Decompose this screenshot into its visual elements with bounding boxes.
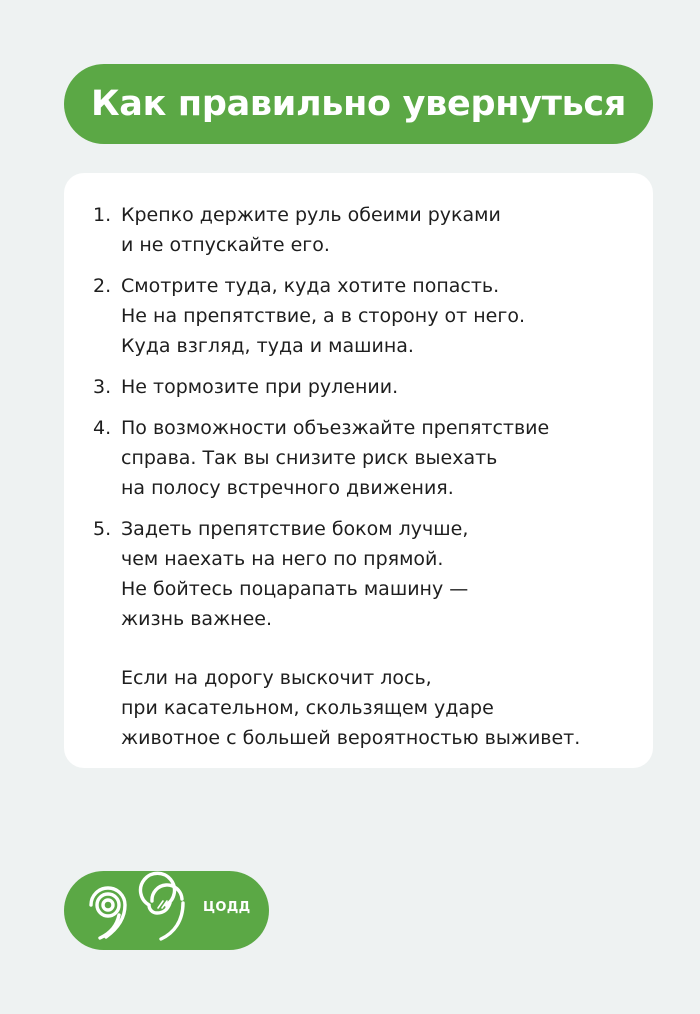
item-text-line: Куда взгляд, туда и машина. [121, 335, 414, 357]
item-number: 5. [93, 518, 112, 540]
note-line: Если на дорогу выскочит лось, [121, 667, 432, 689]
instructions-card [64, 173, 653, 768]
item-text-line: Не на препятствие, а в сторону от него. [121, 305, 525, 327]
page-title: Как правильно увернуться [90, 84, 627, 124]
item-text-line: Не тормозите при рулении. [121, 376, 399, 398]
list-item [93, 514, 635, 634]
item-text-line: чем наехать на него по прямой. [121, 548, 444, 570]
item-text-line: на полосу встречного движения. [121, 477, 454, 499]
item-text-line: Крепко держите руль обеими руками [121, 204, 501, 226]
item-number: 2. [93, 275, 112, 297]
codd-logo-icon [64, 871, 204, 950]
item-text-line: По возможности объезжайте препятствие [121, 417, 550, 439]
codd-logo-badge [64, 871, 269, 950]
moose-note [121, 663, 635, 753]
list-item [93, 200, 635, 260]
list-item [93, 413, 635, 503]
item-text-line: Смотрите туда, куда хотите попасть. [121, 275, 500, 297]
list-item [93, 271, 635, 361]
instructions-list [93, 200, 635, 634]
note-line: животное с большей вероятностью выживет. [121, 727, 581, 749]
item-text-line: Задеть препятствие боком лучше, [121, 518, 469, 540]
note-line: при касательном, скользящем ударе [121, 697, 494, 719]
item-text-line: справа. Так вы снизите риск выехать [121, 447, 498, 469]
item-text-line: Не бойтесь поцарапать машину — [121, 578, 469, 600]
list-item [93, 372, 635, 402]
title-banner [64, 64, 653, 144]
item-number: 4. [93, 417, 112, 439]
item-number: 1. [93, 204, 112, 226]
item-text-line: и не отпускайте его. [121, 234, 330, 256]
codd-logo-text: ЦОДД [203, 900, 251, 915]
item-text-line: жизнь важнее. [121, 608, 273, 630]
item-number: 3. [93, 376, 112, 398]
